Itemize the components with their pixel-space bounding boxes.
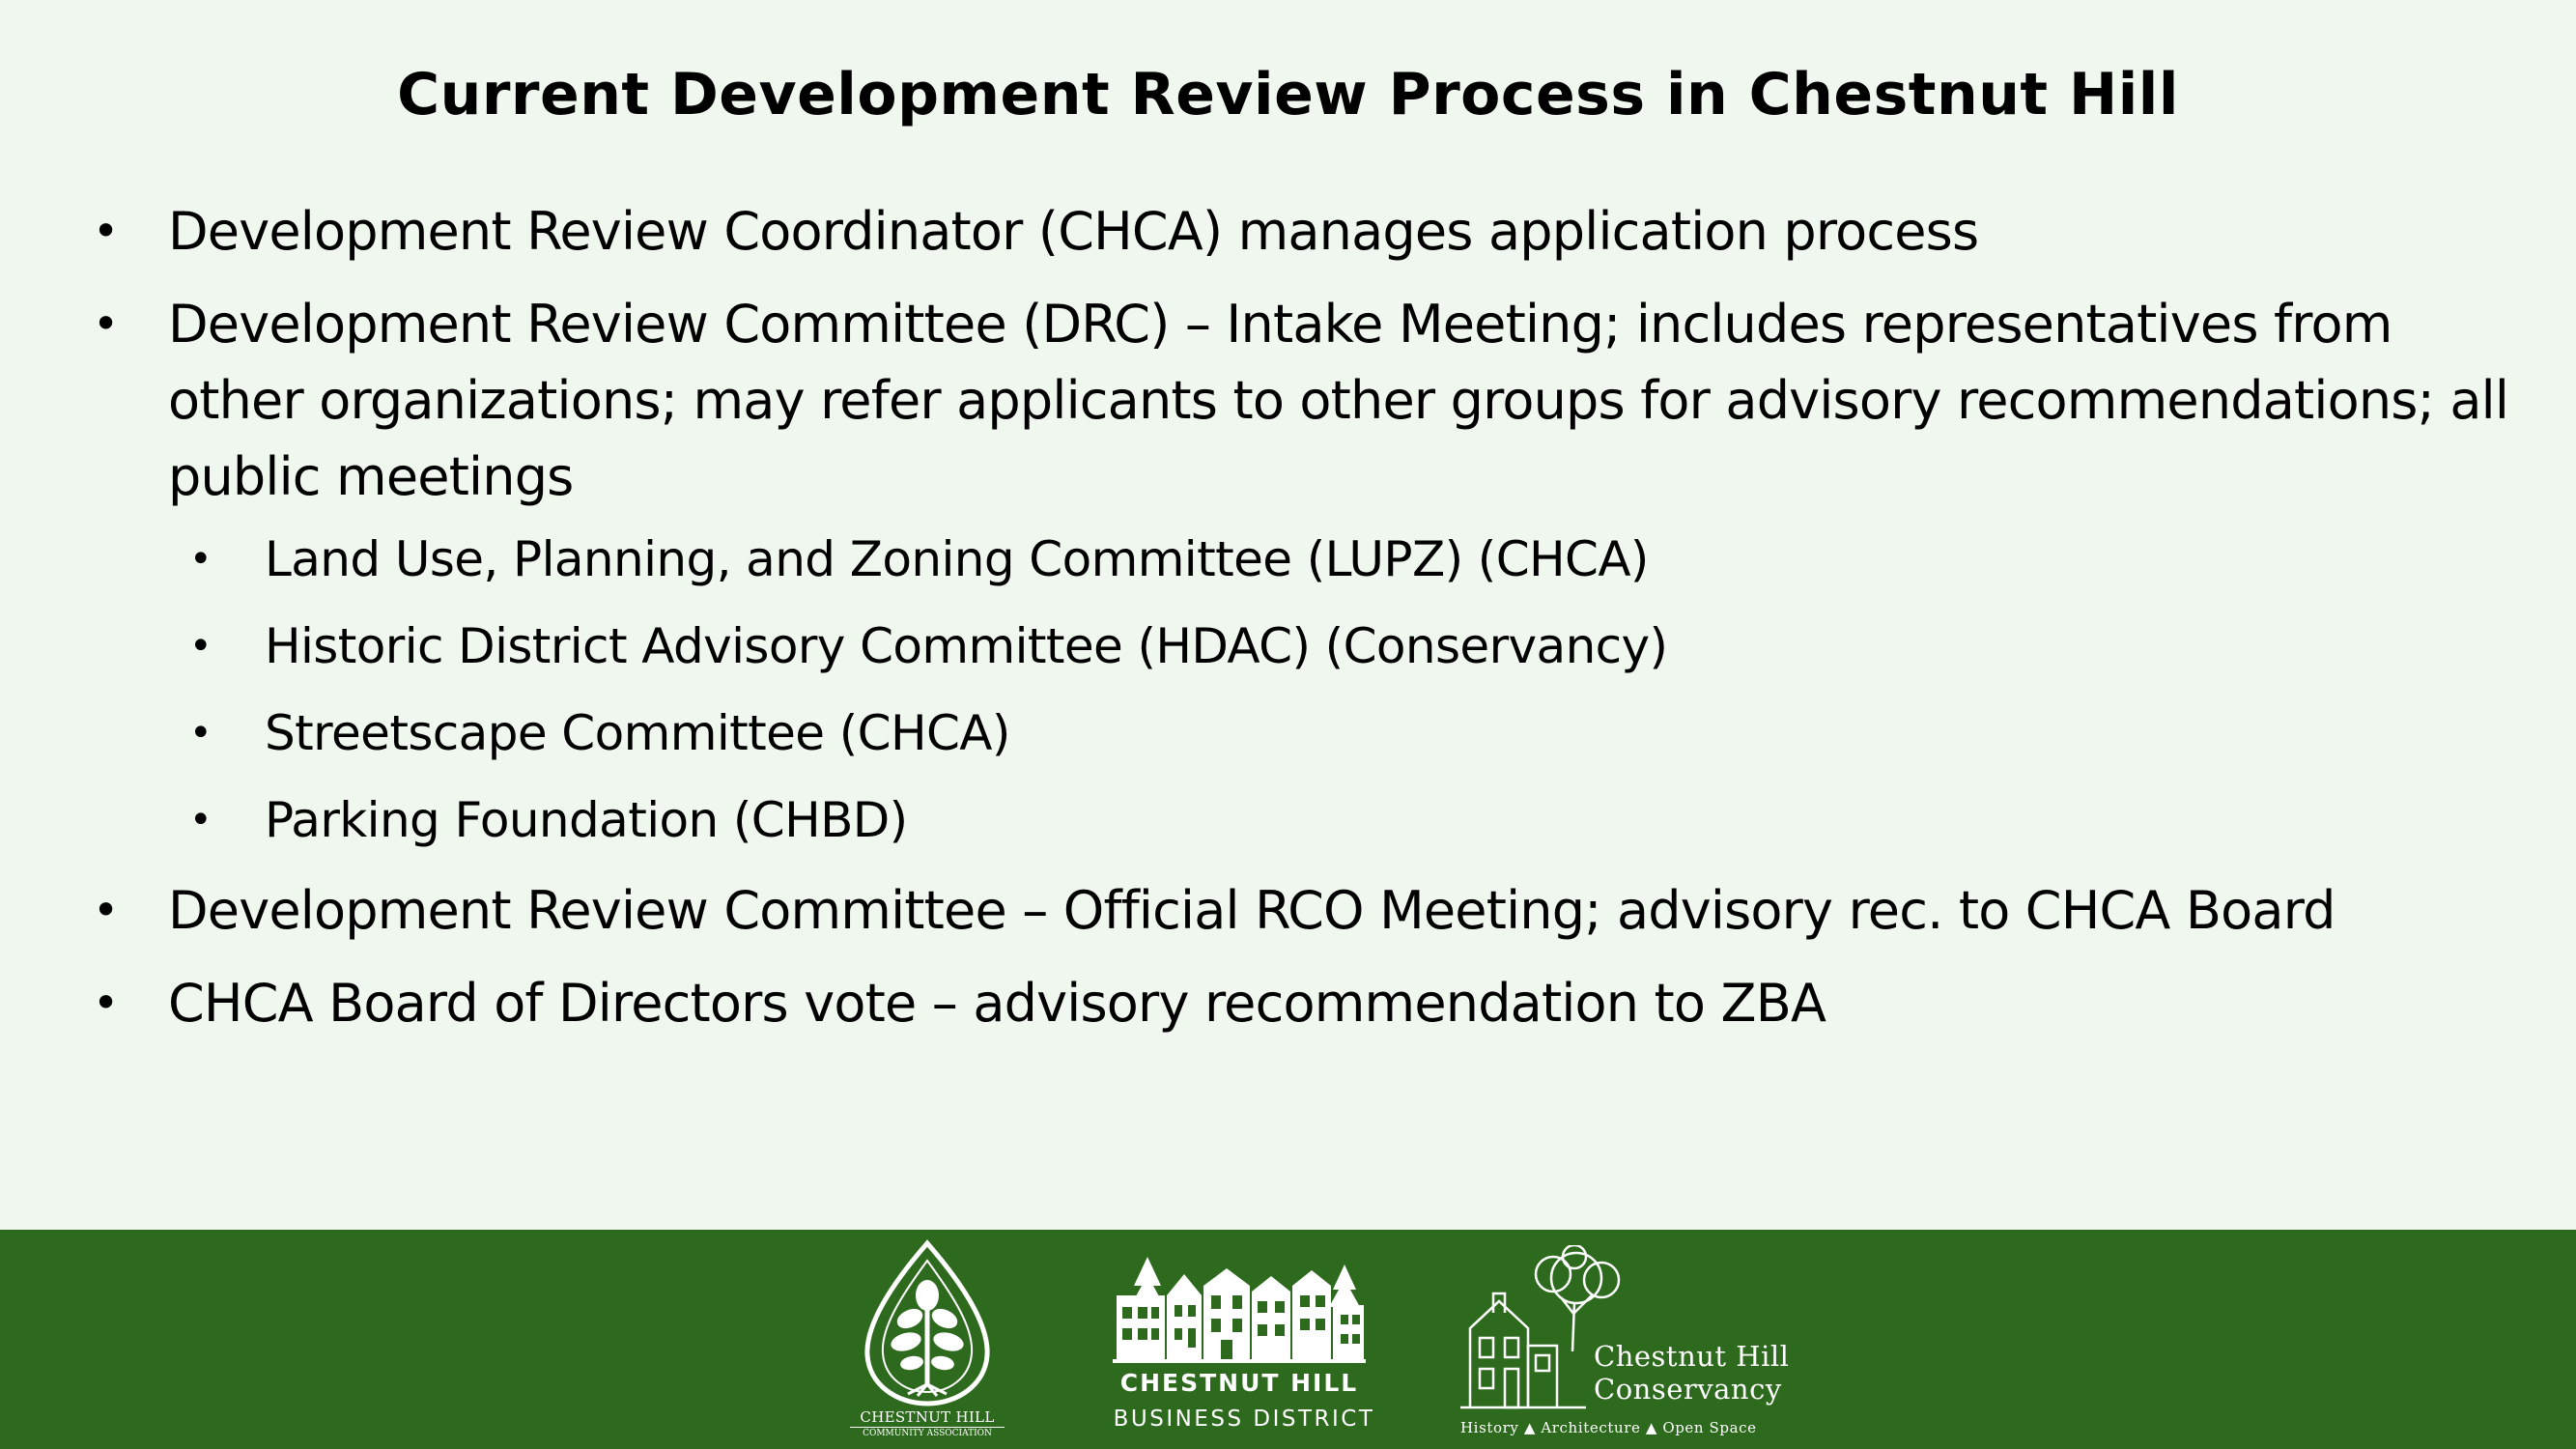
- sub-item-text: Historic District Advisory Committee (HDAC) (Conservancy): [265, 618, 1668, 674]
- chc-logo: [1460, 1245, 1808, 1438]
- sub-item-text: Parking Foundation (CHBD): [265, 792, 908, 848]
- slide-title: Current Development Review Process in Chestnut Hill: [397, 61, 2179, 128]
- bullet-dot: •: [93, 884, 119, 936]
- sub-item-text: Streetscape Committee (CHCA): [265, 705, 1010, 761]
- sub-bullet-dot: •: [189, 798, 212, 842]
- storefronts-icon: [1109, 1257, 1370, 1365]
- bullet-text: Development Review Coordinator (CHCA) manages application process: [168, 201, 1979, 262]
- sub-item-text: Land Use, Planning, and Zoning Committee (LUPZ) (CHCA): [265, 531, 1649, 587]
- chbd-logo: [1109, 1257, 1379, 1440]
- sub-bullet-dot: •: [189, 624, 212, 668]
- chca-logo-name: CHESTNUT HILL: [860, 1408, 995, 1426]
- sub-item-parking: [93, 785, 2527, 855]
- tree-in-leaf-icon: [850, 1239, 1005, 1408]
- sub-bullet-dot: •: [189, 711, 212, 755]
- footer-bar: [0, 1230, 2576, 1449]
- bullet-dot: •: [93, 977, 119, 1029]
- sub-item-hdac: [93, 611, 2527, 681]
- bullet-dot: •: [93, 298, 119, 350]
- chc-logo-tagline: History ▲ Architecture ▲ Open Space: [1460, 1419, 1757, 1436]
- bullet-list: [93, 193, 2527, 1058]
- bullet-text: CHCA Board of Directors vote – advisory recommendation to ZBA: [168, 973, 1826, 1034]
- bullet-dot: •: [93, 205, 119, 257]
- sub-item-lupz: [93, 525, 2527, 594]
- bullet-text: Development Review Committee (DRC) – Intake Meeting; includes representatives from other organizations; may refer applicants to other groups for advisory recommendations; all public meetings: [168, 294, 2509, 507]
- bullet-item-drc-rco: [93, 872, 2527, 949]
- bullet-item-coordinator: [93, 193, 2527, 270]
- bullet-item-drc-intake: [93, 286, 2527, 855]
- chbd-logo-name: CHESTNUT HILL: [1119, 1369, 1359, 1397]
- sub-bullet-dot: •: [189, 537, 212, 582]
- chc-logo-name-line1: Chestnut Hill: [1594, 1340, 1790, 1373]
- chca-logo: [850, 1239, 1005, 1444]
- bullet-text: Development Review Committee – Official RCO Meeting; advisory rec. to CHCA Board: [168, 880, 2335, 941]
- chbd-logo-subtitle: BUSINESS DISTRICT: [1113, 1406, 1375, 1432]
- chc-logo-name-line2: Conservancy: [1594, 1373, 1782, 1406]
- bullet-item-board-vote: [93, 965, 2527, 1041]
- chca-logo-subtitle: COMMUNITY ASSOCIATION: [850, 1427, 1005, 1439]
- sub-item-streetscape: [93, 698, 2527, 768]
- sub-bullet-list: [93, 525, 2527, 855]
